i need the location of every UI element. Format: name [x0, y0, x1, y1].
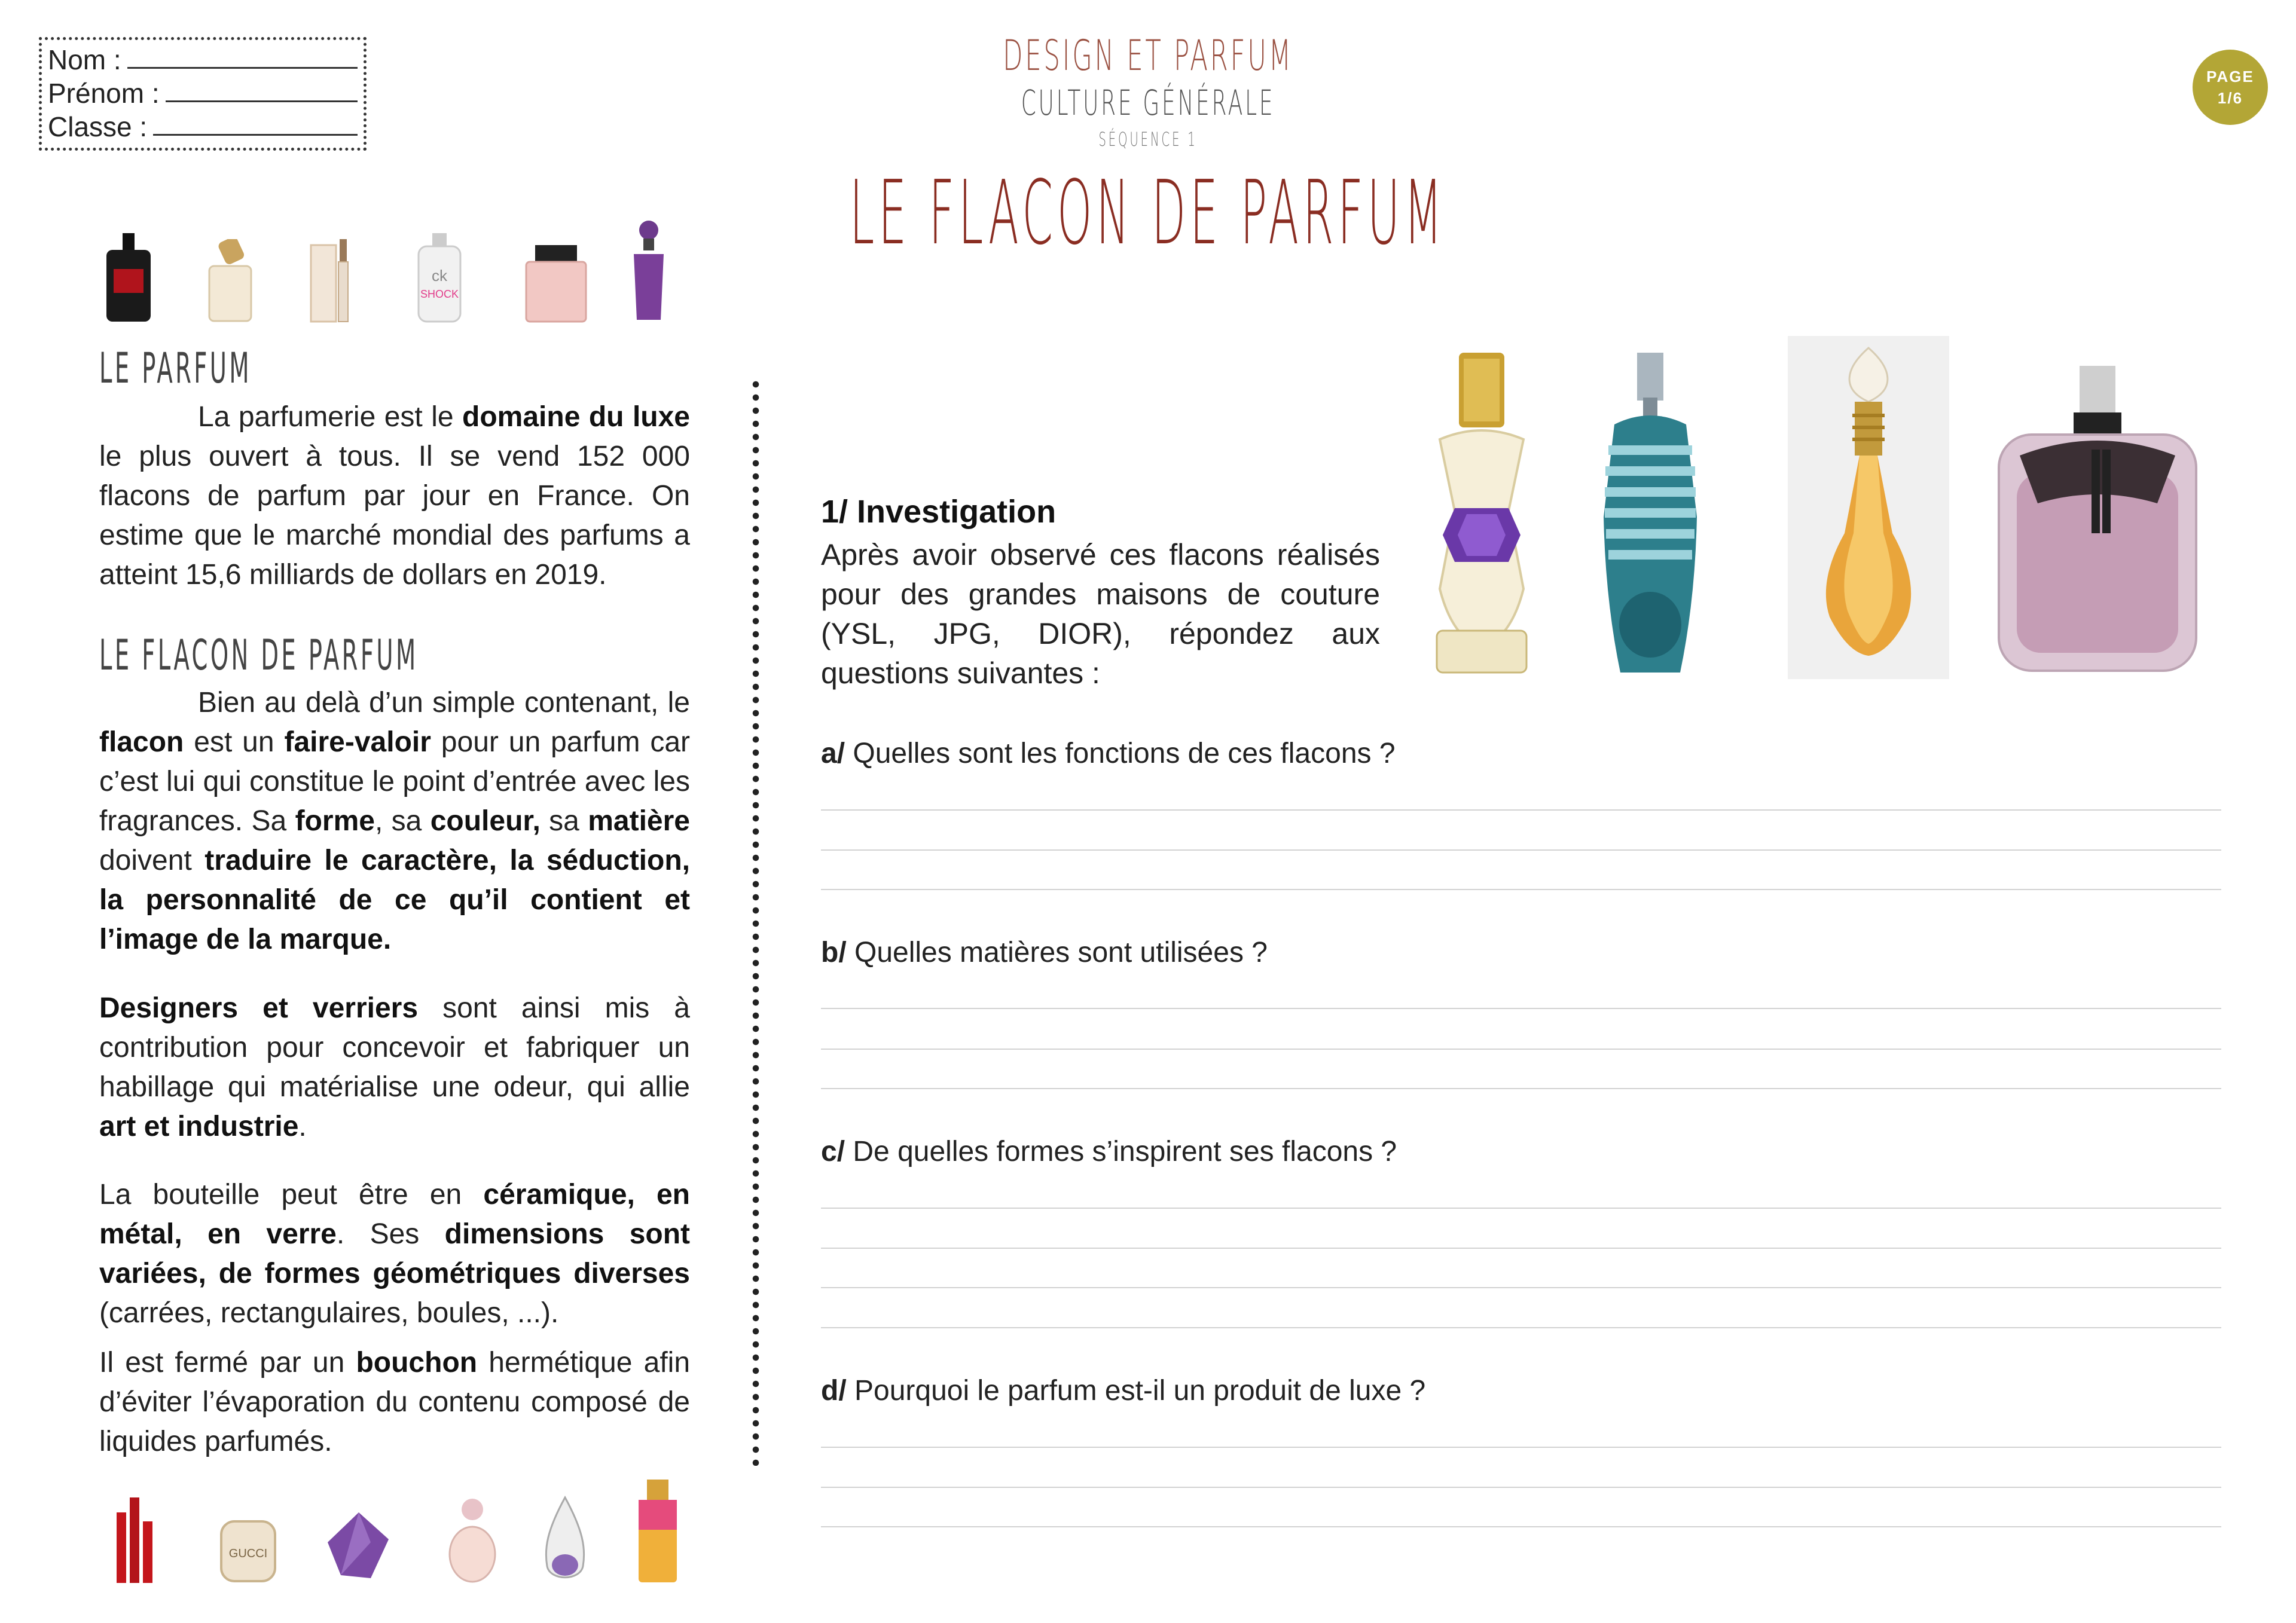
sequence-label: SÉQUENCE 1 [1098, 128, 1198, 151]
ysl-mon-paris-bottle-icon [1984, 348, 2211, 680]
classe-label: Classe : [48, 111, 148, 142]
body-text: le plus ouvert à tous. Il se vend 152 000 flacons de parfum par jour en France. On estime que le marché mondial des parfums a atteint 15,6 milliards de dollars en 2019. [99, 441, 690, 591]
body-text: hermétique afin d’éviter l’évaporation du contenu composé de liquides parfumés. [99, 1347, 691, 1457]
body-text: La parfumerie est le [198, 401, 463, 433]
answer-line[interactable] [821, 1287, 2221, 1288]
ck-shock-bottle-icon [407, 227, 472, 323]
body-text: sa [540, 805, 588, 837]
answer-line[interactable] [821, 1008, 2221, 1009]
emphasis-text: dimensions sont variées, de formes géométriques diverses [99, 1218, 691, 1289]
emphasis-text: faire-valoir [284, 726, 431, 758]
emphasis-text: forme [295, 805, 375, 837]
answer-line[interactable] [821, 1088, 2221, 1089]
question-b [821, 936, 1268, 969]
body-text: (carrées, rectangulaires, boules, ...). [99, 1297, 559, 1329]
question-c-text: De quelles formes s’inspirent ses flacons ? [845, 1136, 1397, 1167]
question-d-text: Pourquoi le parfum est-il un produit de luxe ? [846, 1375, 1426, 1407]
nom-label: Nom : [48, 44, 121, 75]
paragraph-bouchon [99, 1343, 690, 1462]
question-c [821, 1135, 1397, 1168]
emphasis-text: traduire le caractère, la séduction, la personnalité de ce qu’il contient et l’image de la marque. [99, 845, 690, 955]
page-badge-number: 1/6 [2217, 89, 2243, 107]
question-a-text: Quelles sont les fonctions de ces flacons ? [845, 738, 1396, 769]
emphasis-text: art et industrie [99, 1111, 299, 1142]
paragraph-materials [99, 1175, 690, 1333]
answer-line[interactable] [821, 1487, 2221, 1488]
investigation-heading: 1/ Investigation [821, 494, 1057, 530]
section-title-flacon: LE FLACON DE PARFUM [99, 631, 419, 680]
pink-flower-bottle-icon [442, 1488, 502, 1584]
jpg-le-male-bottle-icon [1590, 350, 1710, 678]
question-a-number: a/ [821, 738, 845, 769]
answer-line[interactable] [821, 1049, 2221, 1050]
question-b-number: b/ [821, 937, 847, 968]
emphasis-text: matière [588, 805, 690, 837]
answer-line[interactable] [821, 1327, 2221, 1328]
answer-line[interactable] [821, 849, 2221, 851]
answer-line[interactable] [821, 889, 2221, 890]
prenom-label: Prénom : [48, 78, 160, 109]
question-c-number: c/ [821, 1136, 845, 1167]
question-a [821, 737, 1396, 770]
purple-gem-bottle-icon [323, 1494, 395, 1584]
prenom-field[interactable] [48, 76, 358, 109]
white-drop-bottle-icon [538, 1488, 592, 1584]
prenom-blank-line[interactable] [166, 100, 358, 102]
emphasis-text: céramique, en métal, en verre [99, 1179, 690, 1250]
question-b-text: Quelles matières sont utilisées ? [846, 937, 1268, 968]
pink-square-bottle-icon [520, 239, 592, 323]
body-text: . Ses [336, 1218, 445, 1250]
body-text: est un [184, 726, 285, 758]
emphasis-text: Designers et verriers [99, 992, 419, 1024]
svg-text:ck: ck [432, 267, 447, 285]
nom-blank-line[interactable] [127, 67, 358, 69]
paragraph-parfum [99, 398, 690, 595]
body-text: , sa [374, 805, 430, 837]
answer-line[interactable] [821, 1526, 2221, 1527]
nom-field[interactable] [48, 42, 358, 76]
paragraph-designers [99, 989, 690, 1147]
tall-spray-icon [299, 233, 365, 323]
answer-line[interactable] [821, 1447, 2221, 1448]
body-text: pour un parfum car c’est lui qui constitue le point d’entrée avec les fragrances. Sa [99, 726, 691, 837]
course-subtitle: CULTURE GÉNÉRALE [1021, 82, 1275, 123]
ysl-manifesto-bottle-icon [1422, 350, 1541, 678]
question-d [821, 1374, 1425, 1407]
svg-text:GUCCI: GUCCI [228, 1547, 268, 1560]
answer-line[interactable] [821, 1248, 2221, 1249]
course-title: DESIGN ET PARFUM [1003, 31, 1293, 80]
gucci-bottle-icon [215, 1494, 281, 1584]
cream-bottle-icon [197, 233, 263, 323]
answer-line[interactable] [821, 1208, 2221, 1209]
answer-line[interactable] [821, 809, 2221, 811]
dior-jadore-bottle-icon [1788, 336, 1949, 679]
investigation-instructions: Après avoir observé ces flacons réalisés pour des grandes maisons de couture (YSL, JPG, DIOR), répondez aux questions suivantes : [821, 538, 1380, 690]
classe-field[interactable] [48, 109, 358, 143]
violet-bottle-icon [622, 215, 676, 323]
question-d-number: d/ [821, 1375, 847, 1407]
body-text: Bien au delà d’un simple contenant, le [198, 687, 690, 719]
paragraph-flacon [99, 683, 690, 959]
body-text: . [298, 1111, 307, 1142]
student-identity-box [39, 37, 367, 151]
svg-text:SHOCK: SHOCK [420, 288, 459, 300]
page-number-badge [2193, 50, 2268, 125]
classe-blank-line[interactable] [153, 134, 358, 136]
prada-candy-icon [631, 1477, 685, 1584]
emphasis-text: flacon [99, 726, 184, 758]
column-divider [752, 378, 759, 1466]
emphasis-text: couleur, [430, 805, 541, 837]
section-title-parfum: LE PARFUM [99, 344, 252, 393]
page-badge-label: PAGE [2206, 68, 2254, 85]
body-text: doivent [99, 845, 205, 876]
ck-bottle-icon-red [96, 227, 161, 323]
red-sticks-icon [108, 1488, 161, 1584]
body-text: La bouteille peut être en [99, 1179, 484, 1211]
emphasis-text: domaine du luxe [462, 401, 690, 433]
emphasis-text: bouchon [356, 1347, 478, 1379]
body-text: Il est fermé par un [99, 1347, 356, 1379]
body-text: sont ainsi mis à contribution pour concevoir et fabriquer un habillage qui matérialise une odeur, qui allie [99, 992, 690, 1103]
page-title: LE FLACON DE PARFUM [850, 161, 1446, 264]
